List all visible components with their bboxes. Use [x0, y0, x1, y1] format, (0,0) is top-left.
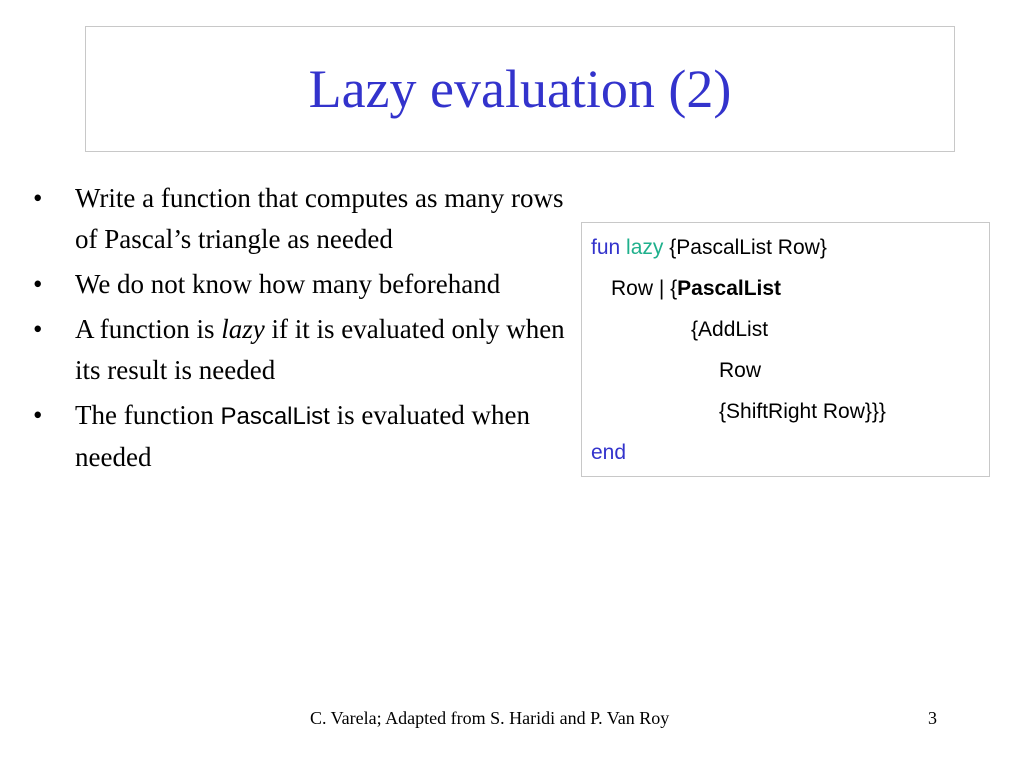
bullet-dot-icon: • [33, 269, 43, 299]
bullet-list [30, 178, 575, 482]
bullet-emphasis: lazy [221, 314, 265, 344]
code-keyword-end: end [591, 441, 627, 464]
title-box [85, 26, 955, 152]
bullet-item [30, 309, 575, 391]
code-keyword-lazy: lazy [626, 236, 664, 259]
bullet-text-after: if it is evaluated only when its result is needed [75, 314, 565, 385]
footer-credit: C. Varela; Adapted from S. Haridi and P. Van Roy [310, 708, 670, 728]
code-signature: {PascalList Row} [669, 236, 827, 259]
bullet-text: Write a function that computes as many rows of Pascal’s triangle as needed [75, 183, 564, 254]
code-keyword-fun: fun [591, 236, 621, 259]
code-line-3 [591, 313, 989, 354]
bullet-item [30, 264, 575, 305]
bullet-code-term: PascalList [220, 403, 330, 430]
code-text: Row [719, 359, 762, 382]
bullet-item [30, 178, 575, 260]
code-line-4 [591, 354, 989, 395]
bullet-item [30, 395, 575, 478]
bullet-text-before: A function is [75, 314, 222, 344]
code-line-2 [591, 272, 989, 313]
page-number: 3 [928, 708, 937, 728]
code-box [581, 222, 990, 477]
bullet-text: We do not know how many beforehand [75, 269, 501, 299]
code-text: Row | { [611, 277, 678, 300]
code-line-1 [591, 231, 989, 272]
bullet-dot-icon: • [33, 314, 43, 344]
slide-title: Lazy evaluation (2) [308, 59, 732, 119]
bullet-dot-icon: • [33, 183, 43, 213]
bullet-text-after: is evaluated when needed [75, 400, 531, 472]
code-line-5 [591, 395, 989, 436]
bullet-text-before: The function [75, 400, 221, 430]
code-line-6 [591, 436, 989, 477]
code-text: {ShiftRight Row}}} [719, 400, 886, 423]
bullet-dot-icon: • [33, 400, 43, 430]
code-bold-call: PascalList [677, 277, 782, 300]
code-text: {AddList [691, 318, 769, 341]
